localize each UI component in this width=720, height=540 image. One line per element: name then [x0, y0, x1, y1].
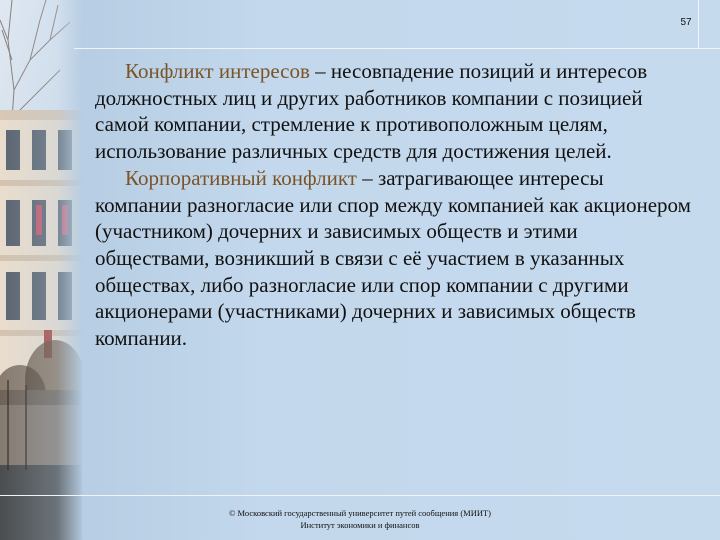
definition-paragraph: [95, 165, 695, 352]
top-rule: [74, 48, 720, 49]
bottom-rule: [0, 495, 720, 496]
term-conflict-of-interest: Конфликт интересов: [125, 59, 310, 83]
definition-text: – несовпадение позиций и интересов должностных лиц и других работников компании с позицией самой компании, стремление к противоположным целям, использование различных средств для достижения целей.: [95, 59, 648, 164]
definition-text: – затрагивающее интересы компании разногласие или спор между компанией как акционером (участником) дочерних и зависимых обществ и этими обществами, возникший в связи с её участием в указанных обществах, либо разногласие или спор компании с другими акционерами (участниками) дочерних и зависимых обществ компании.: [95, 165, 691, 351]
definition-paragraph: [95, 58, 695, 165]
page-number: 57: [680, 17, 692, 28]
footer-institute: Институт экономики и финансов: [300, 520, 420, 530]
building-photo: [0, 0, 82, 540]
term-corporate-conflict: Корпоративный конфликт: [125, 165, 357, 190]
footer: [150, 507, 570, 531]
footer-copyright: © Московский государственный университет путей сообщения (МИИТ): [228, 508, 492, 518]
page-number-divider: [698, 0, 699, 48]
slide-body: [95, 58, 695, 352]
